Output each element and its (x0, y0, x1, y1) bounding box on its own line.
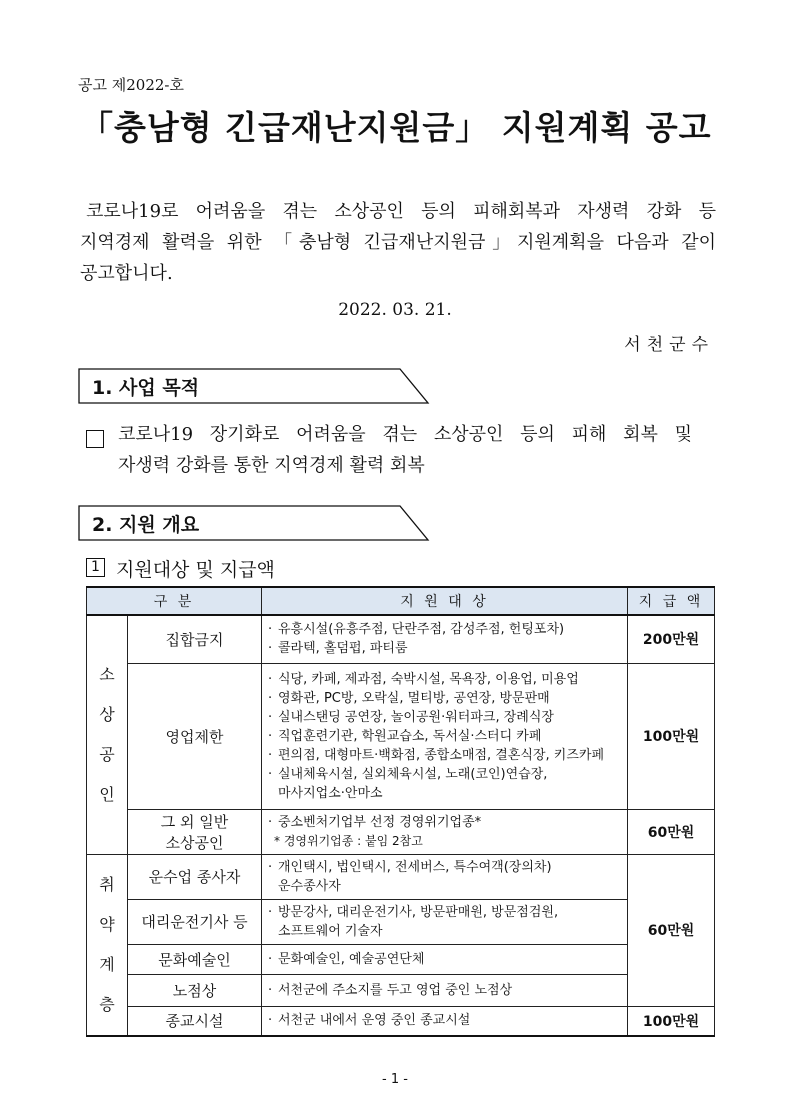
subsection-number-box: 1 (86, 558, 105, 577)
target-text: 개인택시, 법인택시, 전세버스, 특수여객(장의차) (278, 859, 552, 875)
target-text: 방문강사, 대리운전기사, 방문판매원, 방문점검원, (278, 904, 559, 920)
list-item-continuation: 마사지업소·안마소 (278, 785, 383, 801)
purpose-line-2: 자생력 강화를 통한 지역경제 활력 회복 (118, 455, 425, 476)
list-item: · 편의점, 대형마트·백화점, 종합소매점, 결혼식장, 키즈카페 (268, 747, 605, 763)
target-cell (262, 809, 628, 854)
header-category: 구 분 (87, 587, 262, 615)
document-title: 「충남형 긴급재난지원금」 지원계획 공고 (80, 108, 712, 147)
category-line-2: 소상공인 (165, 833, 224, 852)
target-text: 문화예술인, 예술공연단체 (278, 951, 425, 967)
checkbox-bullet-icon (86, 430, 104, 448)
header-amount: 지 급 액 (628, 587, 715, 615)
category-cell: 종교시설 (128, 1006, 262, 1036)
list-item: · 실내스탠딩 공연장, 놀이공원·워터파크, 장례식장 (268, 709, 554, 725)
intro-line-3: 공고합니다. (80, 263, 173, 284)
amount-cell: 100만원 (628, 1006, 715, 1036)
category-line-1: 그 외 일반 (160, 812, 229, 831)
target-cell (262, 974, 628, 1006)
intro-line-1: 코로나19로 어려움을 겪는 소상공인 등의 피해회복과 자생력 강화 등 (86, 201, 716, 222)
table-row (87, 974, 715, 1006)
target-text: 서천군 내에서 운영 중인 종교시설 (278, 1013, 471, 1029)
table-row (87, 615, 715, 663)
category-cell: 노점상 (128, 974, 262, 1006)
table-row (87, 854, 715, 899)
list-item: · 직업훈련기관, 학원교습소, 독서실·스터디 카페 (268, 728, 542, 744)
subsection-title: 지원대상 및 지급액 (116, 559, 275, 581)
target-cell (262, 1006, 628, 1036)
target-cell (262, 663, 628, 809)
section-1-heading: 1. 사업 목적 (92, 377, 200, 399)
target-text: 편의점, 대형마트·백화점, 종합소매점, 결혼식장, 키즈카페 (278, 747, 605, 763)
category-cell: 영업제한 (128, 663, 262, 809)
header-target: 지 원 대 상 (262, 587, 628, 615)
target-text: 콜라텍, 홀덤펍, 파티룸 (278, 641, 408, 657)
amount-cell: 60만원 (628, 854, 715, 1006)
support-table (86, 586, 715, 1037)
list-item: · 식당, 카페, 제과점, 숙박시설, 목욕장, 이용업, 미용업 (268, 671, 579, 687)
list-item: · 방문강사, 대리운전기사, 방문판매원, 방문점검원, (268, 904, 559, 920)
purpose-line-1: 코로나19 장기화로 어려움을 겪는 소상공인 등의 피해 회복 및 (118, 424, 692, 445)
list-item-continuation: 운수종사자 (278, 878, 341, 894)
category-cell: 운수업 종사자 (128, 854, 262, 899)
table-header-row (87, 587, 715, 615)
group-label: 소 상 공 인 (99, 664, 115, 804)
group-vulnerable (87, 854, 128, 1036)
section-2-heading: 2. 지원 개요 (92, 514, 200, 536)
list-item: · 유흥시설(유흥주점, 단란주점, 감성주점, 헌팅포차) (268, 622, 565, 638)
issuer: 서천군수 (624, 335, 714, 355)
amount-cell: 60만원 (628, 809, 715, 854)
list-item: · 콜라텍, 홀덤펍, 파티룸 (268, 641, 408, 657)
target-text: 실내체육시설, 실외체육시설, 노래(코인)연습장, (278, 766, 548, 782)
list-item: · 서천군 내에서 운영 중인 종교시설 (268, 1013, 471, 1029)
target-cell (262, 899, 628, 944)
list-item: · 중소벤처기업부 선정 경영위기업종* (268, 814, 482, 830)
target-text: 영화관, PC방, 오락실, 멀티방, 공연장, 방문판매 (278, 690, 550, 706)
list-item: · 서천군에 주소지를 두고 영업 중인 노점상 (268, 982, 513, 998)
list-item: · 개인택시, 법인택시, 전세버스, 특수여객(장의차) (268, 859, 552, 875)
announcement-date: 2022. 03. 21. (338, 300, 452, 320)
target-text: 서천군에 주소지를 두고 영업 중인 노점상 (278, 982, 513, 998)
target-text: 식당, 카페, 제과점, 숙박시설, 목욕장, 이용업, 미용업 (278, 671, 579, 687)
footnote: * 경영위기업종 : 붙임 2참고 (274, 833, 423, 848)
category-cell: 집합금지 (128, 615, 262, 663)
list-item-continuation: 소프트웨어 기술자 (278, 923, 383, 939)
target-text: 직업훈련기관, 학원교습소, 독서실·스터디 카페 (278, 728, 542, 744)
intro-line-2: 지역경제 활력을 위한 「충남형 긴급재난지원금」지원계획을 다음과 같이 (80, 232, 716, 253)
target-cell (262, 854, 628, 899)
page-number: - 1 - (382, 1072, 408, 1087)
section-1-heading-box (78, 368, 430, 404)
notice-number: 공고 제2022-호 (78, 76, 184, 94)
group-small-business (87, 615, 128, 854)
section-2-heading-box (78, 505, 430, 541)
target-cell (262, 944, 628, 974)
table-row (87, 944, 715, 974)
category-cell: 대리운전기사 등 (128, 899, 262, 944)
list-item: · 문화예술인, 예술공연단체 (268, 951, 425, 967)
list-item: · 실내체육시설, 실외체육시설, 노래(코인)연습장, (268, 766, 548, 782)
amount-cell: 100만원 (628, 663, 715, 809)
amount-cell: 200만원 (628, 615, 715, 663)
table-row (87, 1006, 715, 1036)
group-label: 취 약 계 층 (99, 874, 115, 1014)
table-row (87, 899, 715, 944)
table-row (87, 663, 715, 809)
target-text: 중소벤처기업부 선정 경영위기업종* (278, 814, 482, 830)
table-row (87, 809, 715, 854)
list-item: · 영화관, PC방, 오락실, 멀티방, 공연장, 방문판매 (268, 690, 550, 706)
target-cell (262, 615, 628, 663)
category-cell (128, 809, 262, 854)
target-text: 실내스탠딩 공연장, 놀이공원·워터파크, 장례식장 (278, 709, 554, 725)
target-text: 유흥시설(유흥주점, 단란주점, 감성주점, 헌팅포차) (278, 622, 565, 638)
category-cell: 문화예술인 (128, 944, 262, 974)
